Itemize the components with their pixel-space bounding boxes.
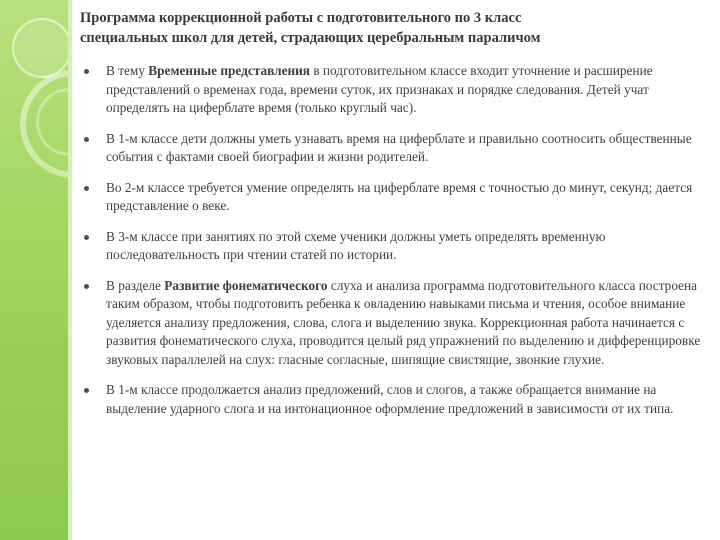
bullet-item-1 bbox=[84, 62, 714, 118]
title-line-1: Программа коррекционной работы с подготовительного по 3 класс bbox=[80, 10, 522, 26]
bullet-dot-icon bbox=[84, 235, 89, 240]
decorative-circle bbox=[12, 18, 72, 78]
slide-title bbox=[80, 8, 700, 48]
item-text: В 1-м классе дети должны уметь узнавать время на циферблате и правильно соотносить общественные события с фактами своей биографии и жизни родителей. bbox=[106, 130, 692, 164]
bullet-dot-icon bbox=[84, 284, 89, 289]
decorative-divider bbox=[68, 0, 72, 540]
item-text: В разделе bbox=[106, 277, 165, 293]
item-text: В тему bbox=[106, 63, 149, 78]
item-text: В 3-м классе при занятиях по этой схеме ученики должны уметь определять временную последовательность при чтении статей по истории. bbox=[106, 228, 606, 262]
bullet-dot-icon bbox=[84, 137, 89, 142]
bullet-item-6 bbox=[84, 381, 714, 418]
bullet-item-5 bbox=[84, 277, 714, 370]
item-text: Во 2-м классе требуется умение определять на циферблате время с точностью до минут, секунд; дается представление о веке. bbox=[106, 179, 693, 213]
bullet-dot-icon bbox=[84, 388, 89, 393]
bullet-item-4 bbox=[84, 228, 714, 265]
bullet-item-3 bbox=[84, 179, 714, 216]
bullet-list bbox=[84, 62, 714, 430]
bullet-dot-icon bbox=[84, 69, 89, 74]
item-emphasis: Развитие фонематического bbox=[164, 277, 328, 293]
item-text: В 1-м классе продолжается анализ предложений, слов и слогов, а также обращается внимание на выделение ударного слога и на интонационное оформление предложений в зависимости от их типа. bbox=[106, 382, 674, 416]
bullet-item-2 bbox=[84, 130, 714, 167]
bullet-dot-icon bbox=[84, 186, 89, 191]
decorative-green-band bbox=[0, 0, 68, 540]
title-line-2: специальных школ для детей, страдающих церебральным параличом bbox=[80, 30, 541, 46]
item-emphasis: Временные представления bbox=[148, 63, 310, 78]
item-text-cont: в подготовительном классе входит уточнение и расширение представлений о временах года, времени суток, их признаках и порядке следования. Детей учат определять на циферблате время (только круглый час). bbox=[106, 63, 653, 115]
item-text-cont: слуха и анализа программа подготовительного класса построена таким образом, чтобы подготовить ребенка к овладению навыками письма и чтения, особое внимание уделяется анализу предложения, слова, слога и выделению звука. Коррекционная работа начинается с развития фонематического слуха, проводится целый ряд упражнений по выделению и дифференцировке звуковых параллелей на слух: гласные согласные, шипящие свистящие, звонкие глухие. bbox=[106, 277, 701, 367]
